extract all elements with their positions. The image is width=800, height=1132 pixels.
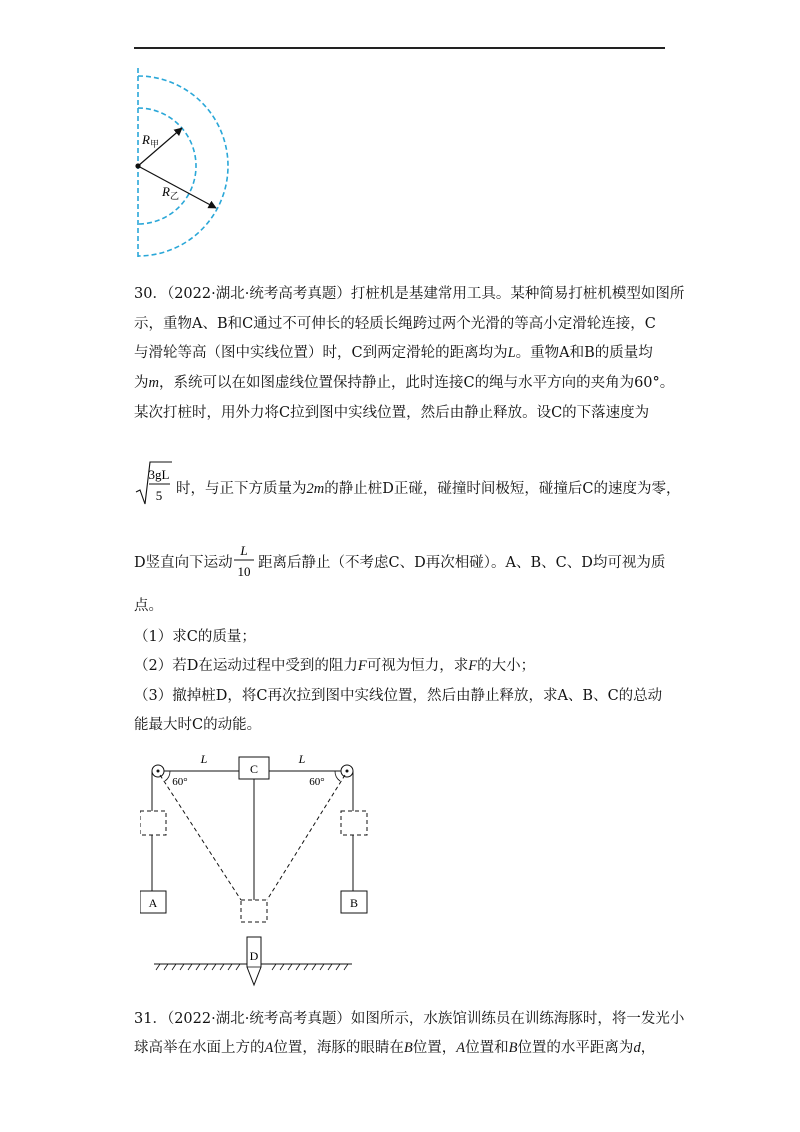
q30-part-1: （1）求C的质量；: [134, 629, 256, 645]
inner-dashed-arc: [138, 108, 196, 224]
q30-line-3: 与滑轮等高（图中实线位置）时，C到两定滑轮的距离均为L。重物A和B的质量均: [134, 345, 653, 361]
q30-line-4: 为m，系统可以在如图虚线位置保持静止，此时连接C的绳与水平方向的夹角为60°。: [134, 375, 675, 391]
label-d: D: [249, 949, 259, 963]
sqrt-expression: [134, 458, 174, 508]
q30-line-5: 某次打桩时，用外力将C拉到图中实线位置，然后由静止释放。设C的下落速度为: [134, 405, 650, 421]
sqrt-denominator: 5: [155, 488, 163, 503]
label-a: A: [148, 896, 158, 910]
angle-right: 60°: [309, 776, 325, 788]
q30-line-1: 30．（2022·湖北·统考高考真题）打桩机是基建常用工具。某种简易打桩机模型如图所: [134, 286, 685, 302]
pile-driver-figure: [140, 745, 370, 990]
header-rule: [134, 47, 665, 49]
label-l-right: L: [298, 752, 306, 766]
q31-line-1: 31．（2022·湖北·统考高考真题）如图所示，水族馆训练员在训练海豚时，将一发光小: [134, 1011, 685, 1027]
q30-line-8: 点。: [134, 598, 163, 614]
label-b: B: [349, 896, 359, 910]
q30-part-2: （2）若D在运动过程中受到的阻力F可视为恒力，求F的大小；: [134, 658, 536, 674]
q30-line-7a: D竖直向下运动: [134, 555, 233, 571]
label-c: C: [249, 762, 259, 776]
angle-left: 60°: [172, 776, 188, 788]
box-a-dashed: [140, 811, 166, 835]
q30-line-6: 时，与正下方质量为2m的静止桩D正碰，碰撞时间极短，碰撞后C的速度为零，: [176, 481, 681, 497]
sqrt-numerator: 3gL: [148, 467, 170, 482]
frac-numerator: L: [240, 543, 248, 558]
frac-denominator: 10: [237, 564, 251, 579]
q30-part-3-line-2: 能最大时C的动能。: [134, 717, 262, 733]
fraction-l-over-10: [232, 540, 256, 584]
box-b-dashed: [341, 811, 367, 835]
box-c-dashed: [241, 900, 267, 922]
r-yi-label: $R_乙$: [162, 184, 179, 201]
orbit-figure: [120, 62, 240, 262]
q30-line-2: 示，重物A、B和C通过不可伸长的轻质长绳跨过两个光滑的等高小定滑轮连接，C: [134, 316, 656, 332]
r-jia-label: $R_甲$: [142, 132, 159, 149]
r-yi-arrow: [138, 166, 216, 208]
label-l-left: L: [200, 752, 208, 766]
q30-part-3-line-1: （3）撤掉桩D，将C再次拉到图中实线位置，然后由静止释放，求A、B、C的总动: [134, 688, 663, 704]
q31-line-2: 球高举在水面上方的A位置，海豚的眼睛在B位置，A位置和B位置的水平距离为d，: [134, 1040, 656, 1056]
q30-line-7b: 距离后静止（不考虑C、D再次相碰）。A、B、C、D均可视为质: [258, 555, 666, 571]
outer-dashed-arc: [138, 76, 228, 256]
